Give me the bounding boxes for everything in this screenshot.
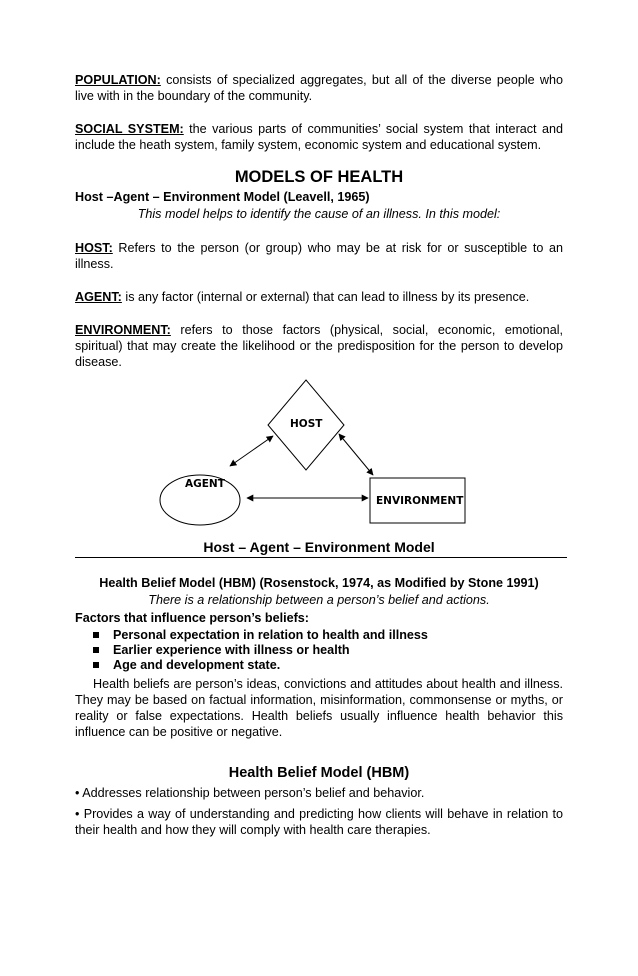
hbm2-point: • Provides a way of understanding and predicting how clients will behave in relation to their health and how they will comply with health care therapies. [75,807,563,837]
population-text: consists of specialized aggregates, but all of the diverse people who live with in the boundary of the community. [75,73,563,103]
square-bullet-icon [93,647,99,653]
square-bullet-icon [93,662,99,668]
environment-label: ENVIRONMENT [376,495,464,507]
hae-diagram [75,374,563,534]
hae-title: Host –Agent – Environment Model (Leavell, 1965) [75,190,370,204]
hbm1-subtitle: There is a relationship between a person’s belief and actions. [148,593,490,607]
agent-paragraph [75,289,563,305]
document-page [75,72,563,838]
factors-list [75,628,563,673]
population-paragraph [75,72,563,104]
agent-term: AGENT: [75,290,122,304]
hbm2-title: Health Belief Model (HBM) [228,765,410,781]
host-paragraph [75,240,563,272]
host-term: HOST: [75,241,113,255]
hbm2-point: • Addresses relationship between person’s belief and behavior. [75,786,425,800]
environment-term: ENVIRONMENT: [75,323,171,337]
models-heading: MODELS OF HEALTH [234,168,404,186]
hae-intro: This model helps to identify the cause of an illness. In this model: [137,207,501,221]
host-environment-arrow [339,434,373,475]
agent-text: is any factor (internal or external) that can lead to illness by its presence. [121,290,530,304]
host-agent-arrow [230,436,273,466]
host-text: Refers to the person (or group) who may be at risk for or susceptible to an illness. [75,241,563,271]
social-system-paragraph [75,121,563,153]
environment-paragraph [75,322,563,370]
list-item: Earlier experience with illness or health [93,643,563,658]
caption-rule [75,557,567,558]
health-beliefs-paragraph: Health beliefs are person’s ideas, convictions and attitudes about health and illness. They may be based on factual information, misinformation, commonsense or myths, or reality or false expectations. Health beliefs usually influence health behavior this influence can be positive or negative. [75,677,563,739]
factors-heading: Factors that influence person’s beliefs: [75,611,309,625]
social-system-term: SOCIAL SYSTEM: [75,122,184,136]
population-term: POPULATION: [75,73,161,87]
environment-text: refers to those factors (physical, social, economic, emotional, spiritual) that may create the likelihood or the predisposition for the person to develop disease. [75,323,563,369]
list-item: Age and development state. [93,658,563,673]
list-item: Personal expectation in relation to health and illness [93,628,563,643]
square-bullet-icon [93,632,99,638]
hbm1-title: Health Belief Model (HBM) (Rosenstock, 1974, as Modified by Stone 1991) [99,576,539,590]
agent-label: AGENT [185,478,225,490]
social-system-text: the various parts of communities’ social system that interact and include the heath system, family system, economic system and educational system. [75,122,563,152]
diagram-caption: Host – Agent – Environment Model [203,539,435,555]
host-label: HOST [290,418,323,430]
